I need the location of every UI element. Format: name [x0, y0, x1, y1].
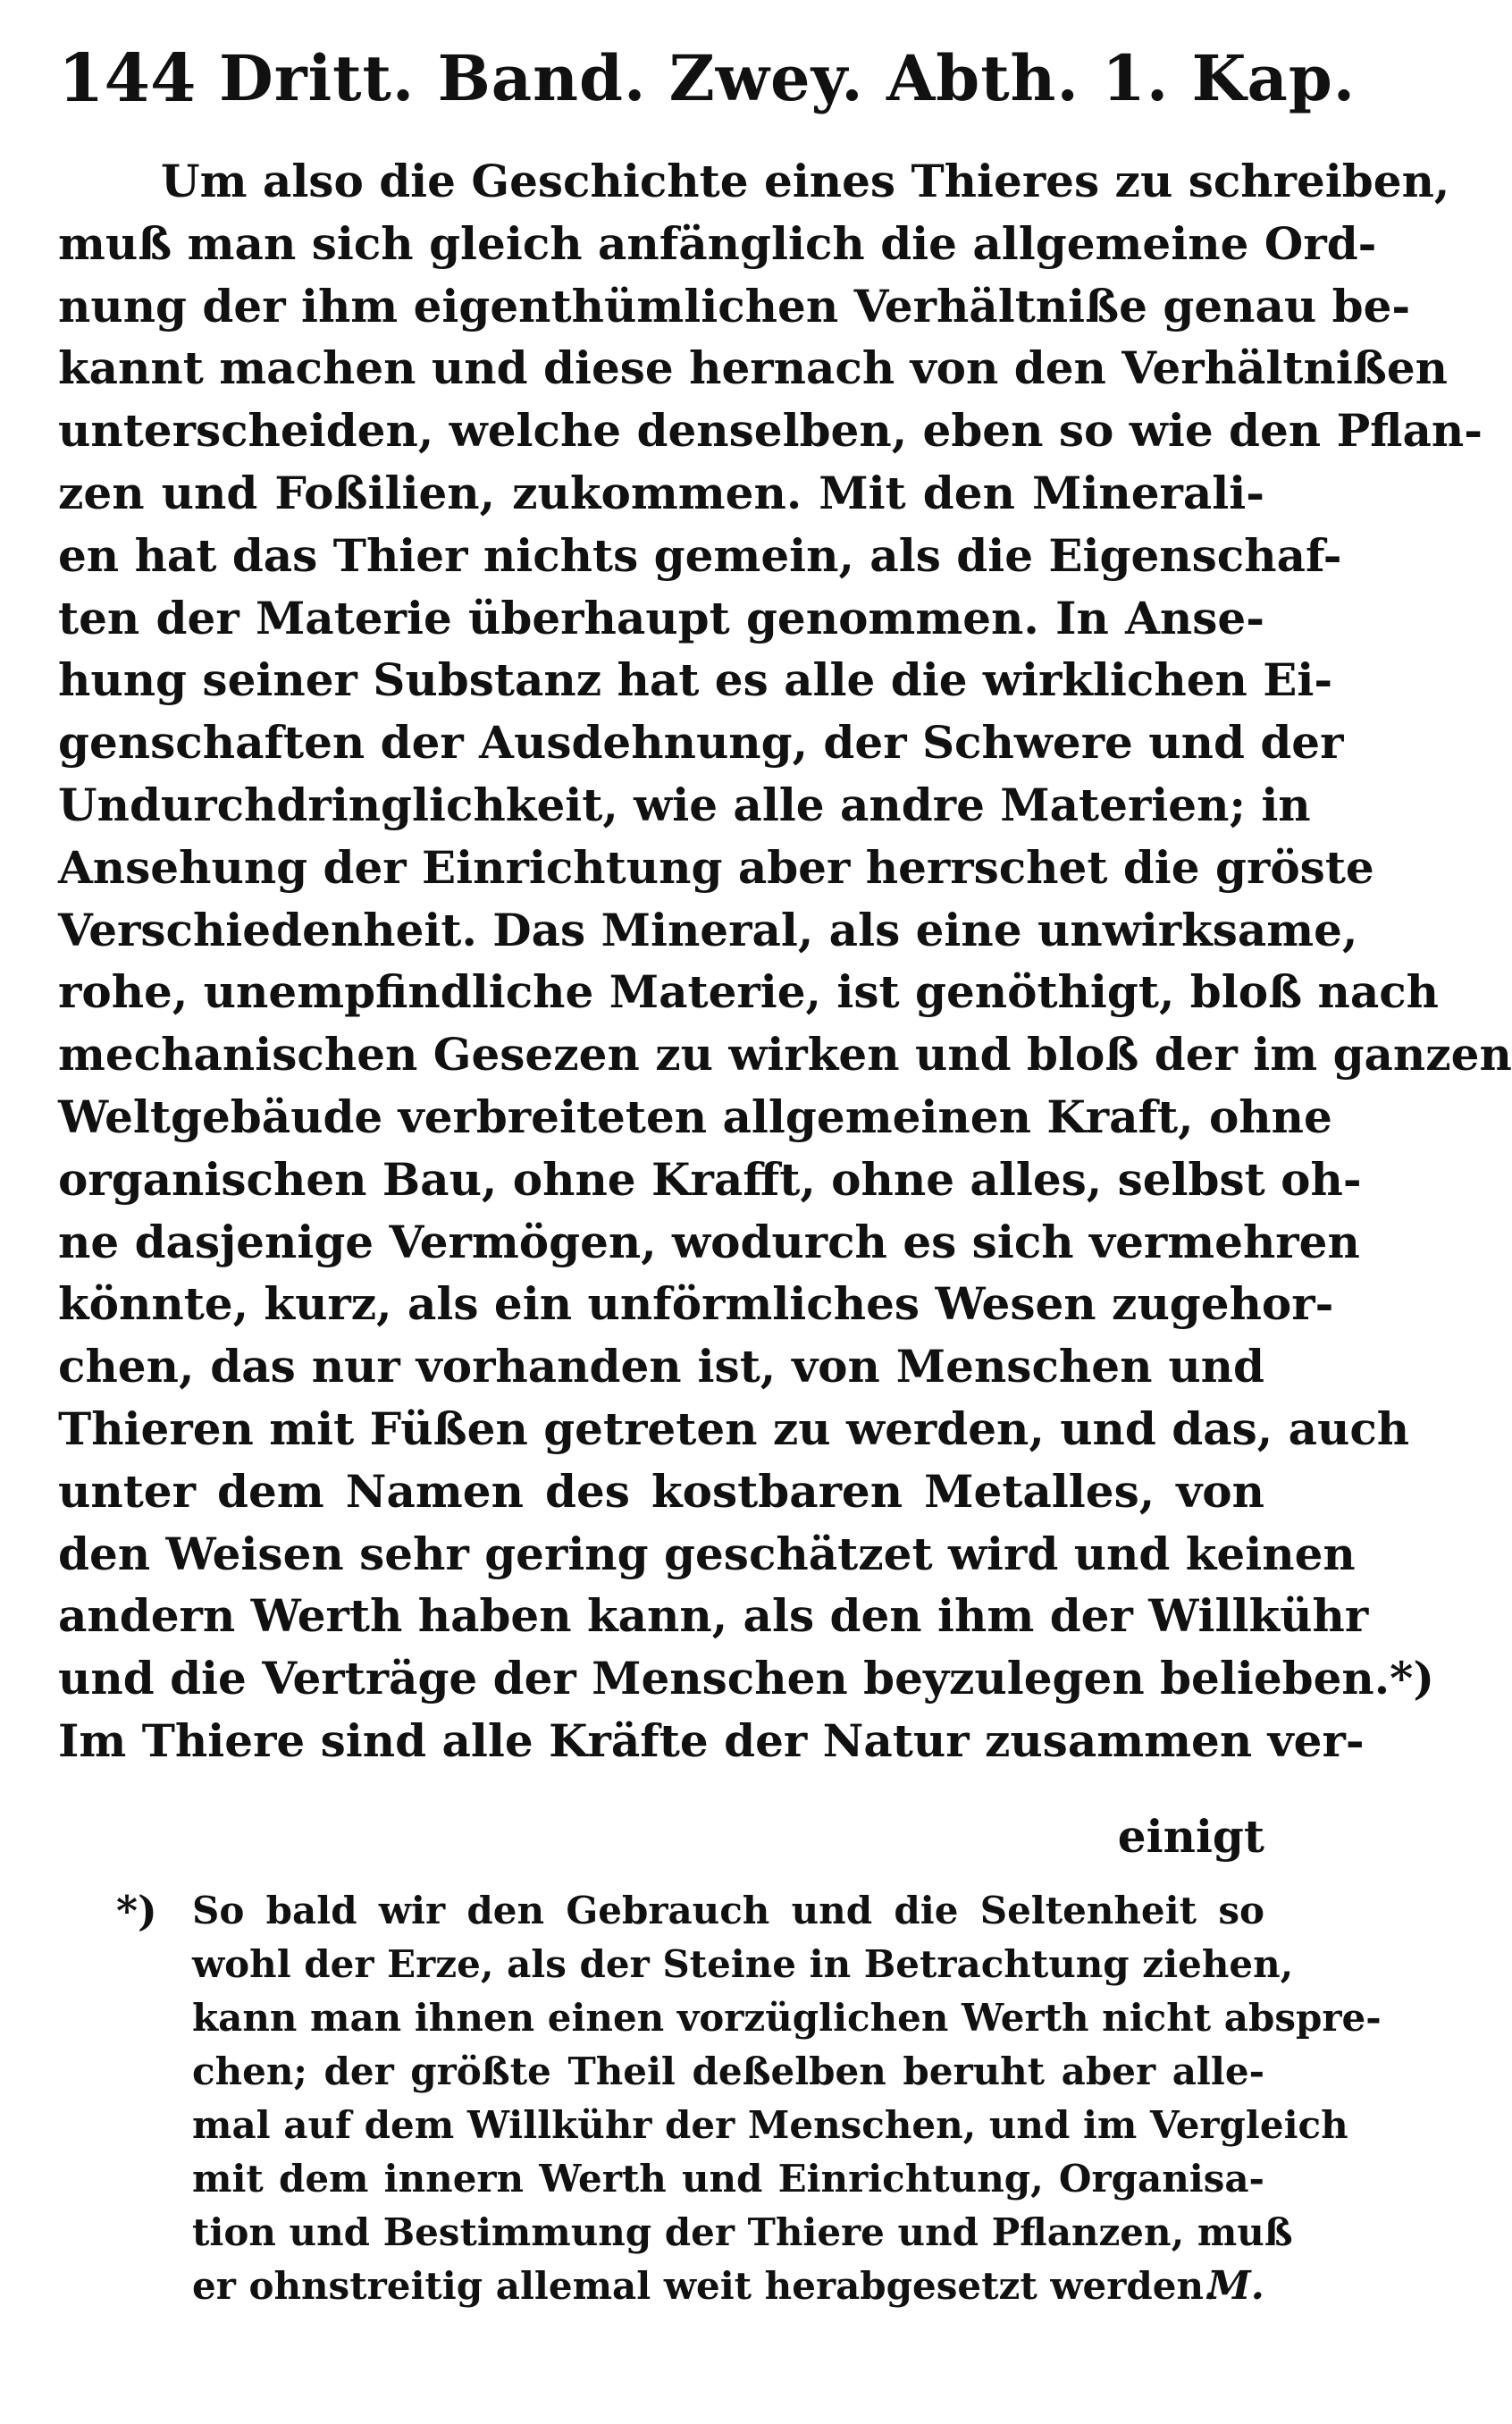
text-line: Verschiedenheit. Das Mineral, als eine unwirksame, — [58, 903, 1358, 956]
footnote-line: mal auf dem Willkühr der Menschen, und im Vergleich — [192, 2103, 1348, 2147]
footnote-line: mit dem innern Werth und Einrichtung, Organisa- — [192, 2157, 1264, 2201]
footnote-line: er ohnstreitig allemal weit herabgesetzt werden. — [192, 2264, 1217, 2308]
footnote-line: So bald wir den Gebrauch und die Seltenheit so — [192, 1889, 1264, 1932]
footnote-text — [192, 1884, 1382, 2313]
footnote-line: tion und Bestimmung der Thiere und Pflanzen, muß — [192, 2210, 1293, 2254]
text-line: zen und Foßilien, zukommen. Mit den Minerali- — [58, 466, 1264, 519]
text-line: hung seiner Substanz hat es alle die wirklichen Ei- — [58, 653, 1333, 707]
text-line: und die Verträge der Menschen beyzulegen belieben.*) — [58, 1652, 1434, 1705]
text-line: chen, das nur vorhanden ist, von Menschen und — [58, 1340, 1264, 1393]
text-line: den Weisen sehr gering geschätzet wird und keinen — [58, 1527, 1356, 1580]
text-line: andern Werth haben kann, als den ihm der Willkühr — [58, 1589, 1369, 1643]
footnote-marker: *) — [116, 1887, 157, 1935]
text-line: organischen Bau, ohne Krafft, ohne alles, selbst oh- — [58, 1152, 1362, 1206]
text-line: Thieren mit Füßen getreten zu werden, und das, auch — [58, 1401, 1410, 1455]
text-line: unterscheiden, welche denselben, eben so wie den Pflan- — [58, 404, 1483, 458]
footnote-line: kann man ihnen einen vorzüglichen Werth nicht abspre- — [192, 1996, 1382, 2040]
page-number: 144 — [58, 40, 197, 117]
text-line: mechanischen Gesezen zu wirken und bloß der im ganzen — [58, 1028, 1512, 1082]
footnote-line: chen; der größte Theil deßelben beruht aber alle- — [192, 2049, 1264, 2093]
text-line: genschaften der Ausdehnung, der Schwere und der — [58, 716, 1344, 770]
body-paragraph — [58, 150, 1512, 1772]
text-line: Undurchdringlichkeit, wie alle andre Materien; in — [58, 778, 1311, 831]
text-line: en hat das Thier nichts gemein, als die Eigenschaf- — [58, 528, 1342, 582]
text-line: nung der ihm eigenthümlichen Verhältniße genau be- — [58, 279, 1411, 332]
text-line: rohe, unempfindliche Materie, ist genöthigt, bloß nach — [58, 965, 1440, 1019]
text-line: kannt machen und diese hernach von den Verhältnißen — [58, 341, 1448, 395]
catchword: einigt — [1117, 1810, 1264, 1863]
text-line: Weltgebäude verbreiteten allgemeinen Kraft, ohne — [58, 1090, 1332, 1143]
text-line: muß man sich gleich anfänglich die allgemeine Ord- — [58, 216, 1377, 270]
footnote-line: wohl der Erze, als der Steine in Betrachtung ziehen, — [192, 1942, 1294, 1986]
text-line: Ansehung der Einrichtung aber herrschet die gröste — [58, 840, 1374, 894]
text-line: könnte, kurz, als ein unförmliches Wesen zugehor- — [58, 1277, 1334, 1331]
page-header — [58, 25, 1357, 123]
running-head: Dritt. Band. Zwey. Abth. 1. Kap. — [219, 41, 1357, 115]
signature-catchword: M. — [1206, 2263, 1264, 2309]
text-line: Im Thiere sind alle Kräfte der Natur zusammen ver- — [58, 1713, 1365, 1767]
text-line: ten der Materie überhaupt genommen. In Anse- — [58, 591, 1264, 644]
text-line: Um also die Geschichte eines Thieres zu schreiben, — [161, 155, 1450, 207]
text-line: unter dem Namen des kostbaren Metalles, von — [58, 1464, 1264, 1518]
text-line: ne dasjenige Vermögen, wodurch es sich vermehren — [58, 1215, 1360, 1268]
